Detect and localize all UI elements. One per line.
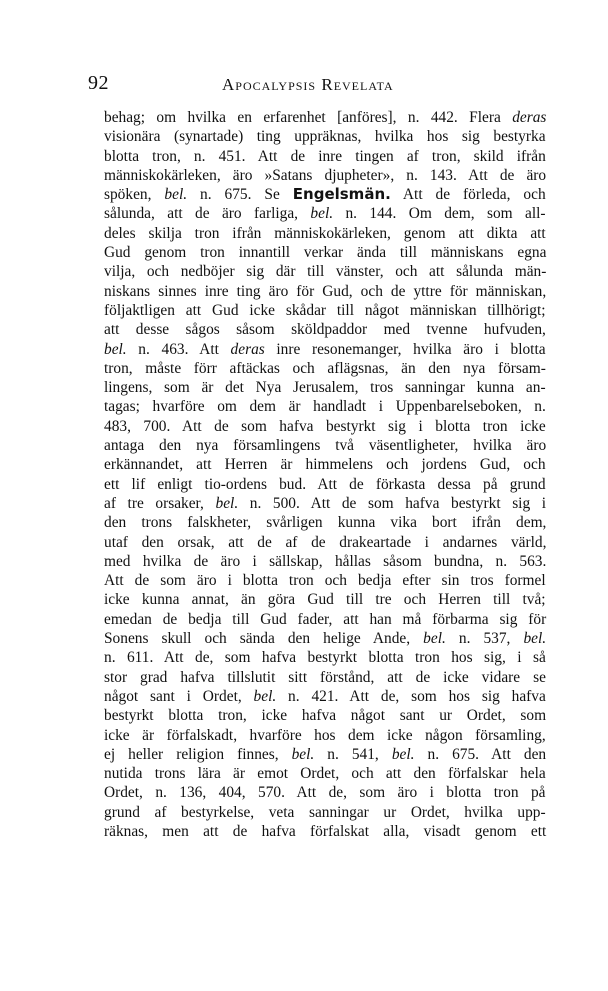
text-span: Att de som äro i blotta tron och bedja efter sin tros formel	[104, 572, 546, 590]
text-line	[104, 243, 546, 262]
text-span: människokärleken, äro »Satans djupheter», n. 143. Att de äro	[104, 166, 547, 184]
text-span: något sant i Ordet,	[104, 687, 254, 705]
text-span: vilja, och nedböjer sig där till vänster, och att sålunda män-	[104, 263, 547, 281]
running-title: Apocalypsis Revelata	[222, 75, 394, 94]
text-line	[104, 475, 546, 494]
text-span: n. 675. Att den	[414, 745, 547, 763]
text-span: utaf den orsak, att de af de drakeartade i andarnes värld,	[104, 533, 547, 551]
text-span: erkännandet, att Herren är himmelens och jordens Gud, och	[104, 456, 546, 474]
text-line	[104, 320, 546, 339]
text-span: ej heller religion finnes,	[104, 745, 292, 763]
text-span: med hvilka de äro i sällskap, hållas såsom bundna, n. 563.	[104, 552, 547, 570]
text-line	[104, 204, 546, 223]
text-span: inre resonemanger, hvilka äro i blotta	[264, 340, 546, 358]
italic-text: deras	[512, 109, 547, 126]
text-span: antaga den nya församlingens två väsentligheter, hvilka äro	[104, 437, 547, 455]
italic-text: bel.	[104, 340, 127, 358]
text-line	[104, 494, 546, 513]
text-line	[104, 610, 546, 629]
text-line	[104, 262, 546, 281]
text-span: n. 144. Om dem, som all-	[333, 205, 546, 223]
text-line	[104, 590, 546, 609]
text-span: n. 421. Att de, som hos sig hafva	[276, 687, 546, 705]
text-span: blotta tron, n. 451. Att de inre tingen af tron, skild ifrån	[104, 147, 546, 165]
italic-text: bel.	[391, 745, 415, 763]
italic-text: bel.	[291, 745, 315, 763]
text-line	[104, 552, 546, 571]
text-span: n. 611. Att de, som hafva bestyrkt blotta tron hos sig, i så	[104, 649, 546, 667]
text-line	[104, 224, 546, 243]
page-number: 92	[88, 72, 109, 94]
text-line	[104, 282, 546, 301]
text-span: Sonens skull och sända den helige Ande,	[104, 630, 424, 648]
page-header	[84, 72, 554, 98]
text-span: deles skilja tron ifrån människokärleken, genom att dikta att	[104, 224, 546, 242]
text-span: grund af bestyrkelse, veta sanningar ur Ordet, hvilka upp-	[104, 803, 546, 821]
text-span: 483, 700. Att de som hafva bestyrkt sig i blotta tron icke	[104, 417, 546, 435]
text-line	[104, 455, 546, 474]
text-line	[104, 822, 546, 841]
italic-text: bel.	[164, 186, 188, 204]
text-span: Gud genom tron innantill verkar ända till människans egna	[104, 244, 547, 262]
text-span: Att de förleda, och	[390, 186, 546, 204]
text-span: af tre orsaker,	[104, 494, 216, 512]
text-line	[104, 803, 546, 822]
text-span: tagas; hvarföre om dem är handladt i Uppenbarelseboken, n.	[104, 398, 546, 416]
text-span: den trons falskheter, svårligen kunna vika bort ifrån dem,	[104, 514, 547, 532]
text-span: ett lif enligt tio-ordens bud. Att de förkasta dessa på grund	[104, 475, 546, 493]
text-line	[104, 745, 546, 764]
text-line	[104, 147, 546, 166]
text-line	[104, 340, 546, 359]
text-line	[104, 378, 546, 397]
text-line	[104, 436, 546, 455]
text-line	[104, 108, 546, 127]
text-span: icke är förfalskadt, hvarföre hos dem icke någon församling,	[104, 726, 546, 744]
text-span: att desse sågos såsom sköldpaddor med tvenne hufvuden,	[104, 321, 546, 339]
cross-reference-term: Engelsmän.	[292, 185, 391, 204]
text-span: sålunda, att de äro farliga,	[104, 205, 311, 223]
text-line	[104, 127, 546, 146]
text-span: bestyrkt blotta tron, icke hafva något sant ur Ordet, som	[104, 707, 547, 725]
text-span: icke kunna annat, än göra Gud till tre och Herren till två;	[104, 591, 546, 609]
text-span: nutida trons lära är emot Ordet, och att den förfalskar hela	[104, 765, 546, 783]
text-line	[104, 668, 546, 687]
italic-text: bel.	[310, 205, 334, 223]
body-text	[104, 108, 546, 841]
text-span: n. 675. Se	[187, 186, 293, 204]
italic-text: bel.	[523, 630, 547, 648]
text-span: emedan de bedja till Gud fader, att han må förbarma sig för	[104, 610, 547, 628]
text-line	[104, 397, 546, 416]
text-line	[104, 629, 546, 648]
text-line	[104, 648, 546, 667]
text-line	[104, 726, 546, 745]
text-line	[104, 359, 546, 378]
text-span: räknas, men att de hafva förfalskat alla, visadt genom ett	[104, 822, 547, 840]
text-span: stor grad hafva tillslutit sitt förstånd, att de icke vidare se	[104, 668, 546, 686]
text-span: n. 463. Att	[126, 340, 231, 358]
text-line	[104, 301, 546, 320]
italic-text: bel.	[253, 687, 277, 705]
text-span: spöken,	[104, 186, 165, 204]
text-line	[104, 706, 546, 725]
text-span: n. 541,	[314, 745, 392, 763]
text-line	[104, 571, 546, 590]
text-span: n. 500. Att de som hafva bestyrkt sig i	[238, 494, 547, 512]
text-line	[104, 783, 546, 802]
text-line	[104, 185, 546, 204]
text-span: behag; om hvilka en erfarenhet [anföres], n. 442. Flera	[104, 109, 513, 126]
text-span: Ordet, n. 136, 404, 570. Att de, som äro i blotta tron på	[104, 784, 546, 802]
text-span: niskans sinnes inre ting äro för Gud, och de yttre för människan,	[104, 282, 547, 300]
text-span: visionära (synartade) ting uppräknas, hvilka hos sig bestyrka	[104, 128, 546, 146]
text-span: följaktligen att Gud icke skådar till något människan tillhörigt;	[104, 301, 546, 319]
text-line	[104, 764, 546, 783]
text-line	[104, 166, 546, 185]
italic-text: bel.	[215, 494, 239, 512]
text-span: tron, måste förr aftäckas och aflägsnas, än den nya försam-	[104, 359, 546, 377]
italic-text: deras	[230, 340, 265, 358]
text-line	[104, 687, 546, 706]
text-line	[104, 533, 546, 552]
text-line	[104, 513, 546, 532]
text-span: n. 537,	[445, 630, 524, 648]
text-span: lingens, som är det Nya Jerusalem, tros sanningar kunna an-	[104, 379, 546, 397]
italic-text: bel.	[423, 630, 446, 648]
text-line	[104, 417, 546, 436]
